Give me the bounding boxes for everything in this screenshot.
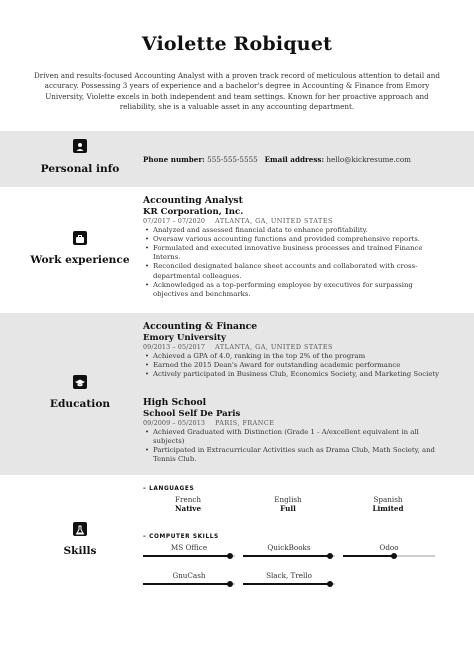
- section-title: Skills: [63, 545, 97, 557]
- language-level: Full: [280, 504, 296, 513]
- phone-label: Phone number:: [143, 155, 205, 164]
- email-value: hello@kickresume.com: [326, 155, 411, 164]
- language-item: [138, 495, 238, 514]
- list-item: • Earned the 2015 Dean's Award for outstanding academic performance: [143, 361, 443, 370]
- summary: Driven and results-focused Accounting Analyst with a proven track record of meticulous attention to detail and accuracy. Possessing 3 years of experience and a bachelor's degree in Accounting & Finance from Emory University, Violette excels in both independent and team settings. Known for her proactive approach and reliability, she is a valuable asset in any accounting department.: [34, 71, 440, 112]
- languages-caption: – LANGUAGES: [143, 486, 195, 492]
- briefcase-icon: [73, 231, 87, 245]
- language-name: English: [274, 495, 302, 504]
- list-item: • Actively participated in Business Club, Economics Society, and Marketing Society: [143, 370, 443, 379]
- language-level: Native: [174, 504, 202, 513]
- skill-bar-marker: [227, 553, 233, 559]
- education-meta: [143, 343, 443, 352]
- company-name: KR Corporation, Inc.: [143, 206, 244, 217]
- candidate-name: Violette Robiquet: [141, 33, 333, 55]
- skill-bar-fill: [243, 583, 330, 585]
- flask-icon: [73, 522, 87, 536]
- skill-bar-marker: [327, 553, 333, 559]
- skill-bar: [343, 555, 435, 557]
- section-work-experience: [0, 187, 474, 313]
- education-bullets: [143, 352, 443, 380]
- language-name: Spanish: [373, 495, 403, 504]
- language-item: [338, 495, 438, 514]
- skill-bar-marker: [391, 553, 397, 559]
- section-title: Personal info: [40, 163, 120, 175]
- list-item: • Analyzed and assessed financial data to enhance profitability.: [143, 226, 443, 235]
- skill-bar: [243, 583, 335, 585]
- contact-line: [143, 155, 443, 164]
- section-skills: [0, 475, 474, 625]
- computer-skill: [343, 543, 435, 557]
- graduation-cap-icon: [73, 375, 87, 389]
- computer-skill: [243, 571, 335, 585]
- skill-bar-fill: [243, 555, 330, 557]
- language-level: Limited: [372, 504, 404, 513]
- section-education: [0, 313, 474, 475]
- section-personal-info: [0, 131, 474, 187]
- person-icon: [73, 139, 87, 153]
- education-bullets: [143, 428, 443, 465]
- language-item: [238, 495, 338, 514]
- skill-bar-fill: [343, 555, 394, 557]
- computer-skill: [143, 543, 235, 557]
- education-entry: [143, 398, 443, 464]
- job-meta: [143, 217, 443, 226]
- skill-bar: [143, 555, 235, 557]
- education-location: PARIS, FRANCE: [215, 418, 275, 427]
- job-location: ATLANTA, GA, UNITED STATES: [215, 216, 333, 225]
- computer-skill: [143, 571, 235, 585]
- list-item: • Formulated and executed innovative business processes and trained Finance Interns.: [143, 244, 443, 262]
- languages-list: [138, 495, 438, 514]
- job-bullets: [143, 226, 443, 300]
- skill-name: Slack, Trello: [266, 571, 312, 580]
- job-title: Accounting Analyst: [143, 195, 243, 206]
- education-location: ATLANTA, GA, UNITED STATES: [215, 342, 333, 351]
- degree-title: High School: [143, 397, 207, 408]
- section-title: Work experience: [30, 254, 130, 266]
- skill-bar-fill: [143, 555, 230, 557]
- skill-bar: [143, 583, 235, 585]
- education-entry: [143, 322, 443, 379]
- degree-title: Accounting & Finance: [143, 321, 258, 332]
- section-title: Education: [49, 398, 111, 410]
- list-item: • Achieved Graduated with Distinction (Grade 1 - A/excellent equivalent in all subjects): [143, 428, 443, 446]
- language-name: French: [175, 495, 201, 504]
- list-item: • Acknowledged as a top-performing employee by executives for surpassing objectives and benchmarks.: [143, 281, 443, 299]
- education-meta: [143, 419, 443, 428]
- skill-name: MS Office: [170, 543, 208, 552]
- list-item: • Reconciled designated balance sheet accounts and collaborated with cross-departmental colleagues.: [143, 262, 443, 280]
- list-item: • Achieved a GPA of 4.0, ranking in the top 2% of the program: [143, 352, 443, 361]
- skill-name: Odoo: [379, 543, 399, 552]
- list-item: • Oversaw various accounting functions and provided comprehensive reports.: [143, 235, 443, 244]
- phone-value: 555-555-5555: [207, 155, 258, 164]
- job-dates: 07/2017 – 07/2020: [143, 216, 206, 225]
- education-dates: 09/2013 – 05/2017: [143, 342, 206, 351]
- skill-name: GnuCash: [172, 571, 206, 580]
- skill-name: QuickBooks: [267, 543, 311, 552]
- school-name: Emory University: [143, 332, 226, 343]
- computer-skills-caption: – COMPUTER SKILLS: [143, 534, 219, 540]
- list-item: • Participated in Extracurricular Activities such as Drama Club, Math Society, and Tennis Club.: [143, 446, 443, 464]
- school-name: School Self De Paris: [143, 408, 241, 419]
- skill-bar: [243, 555, 335, 557]
- skill-bar-marker: [327, 581, 333, 587]
- email-label: Email address:: [264, 155, 325, 164]
- skill-bar-fill: [143, 583, 230, 585]
- skill-bar-marker: [227, 581, 233, 587]
- computer-skill: [243, 543, 335, 557]
- education-dates: 09/2009 – 05/2013: [143, 418, 206, 427]
- job-entry: [143, 196, 443, 299]
